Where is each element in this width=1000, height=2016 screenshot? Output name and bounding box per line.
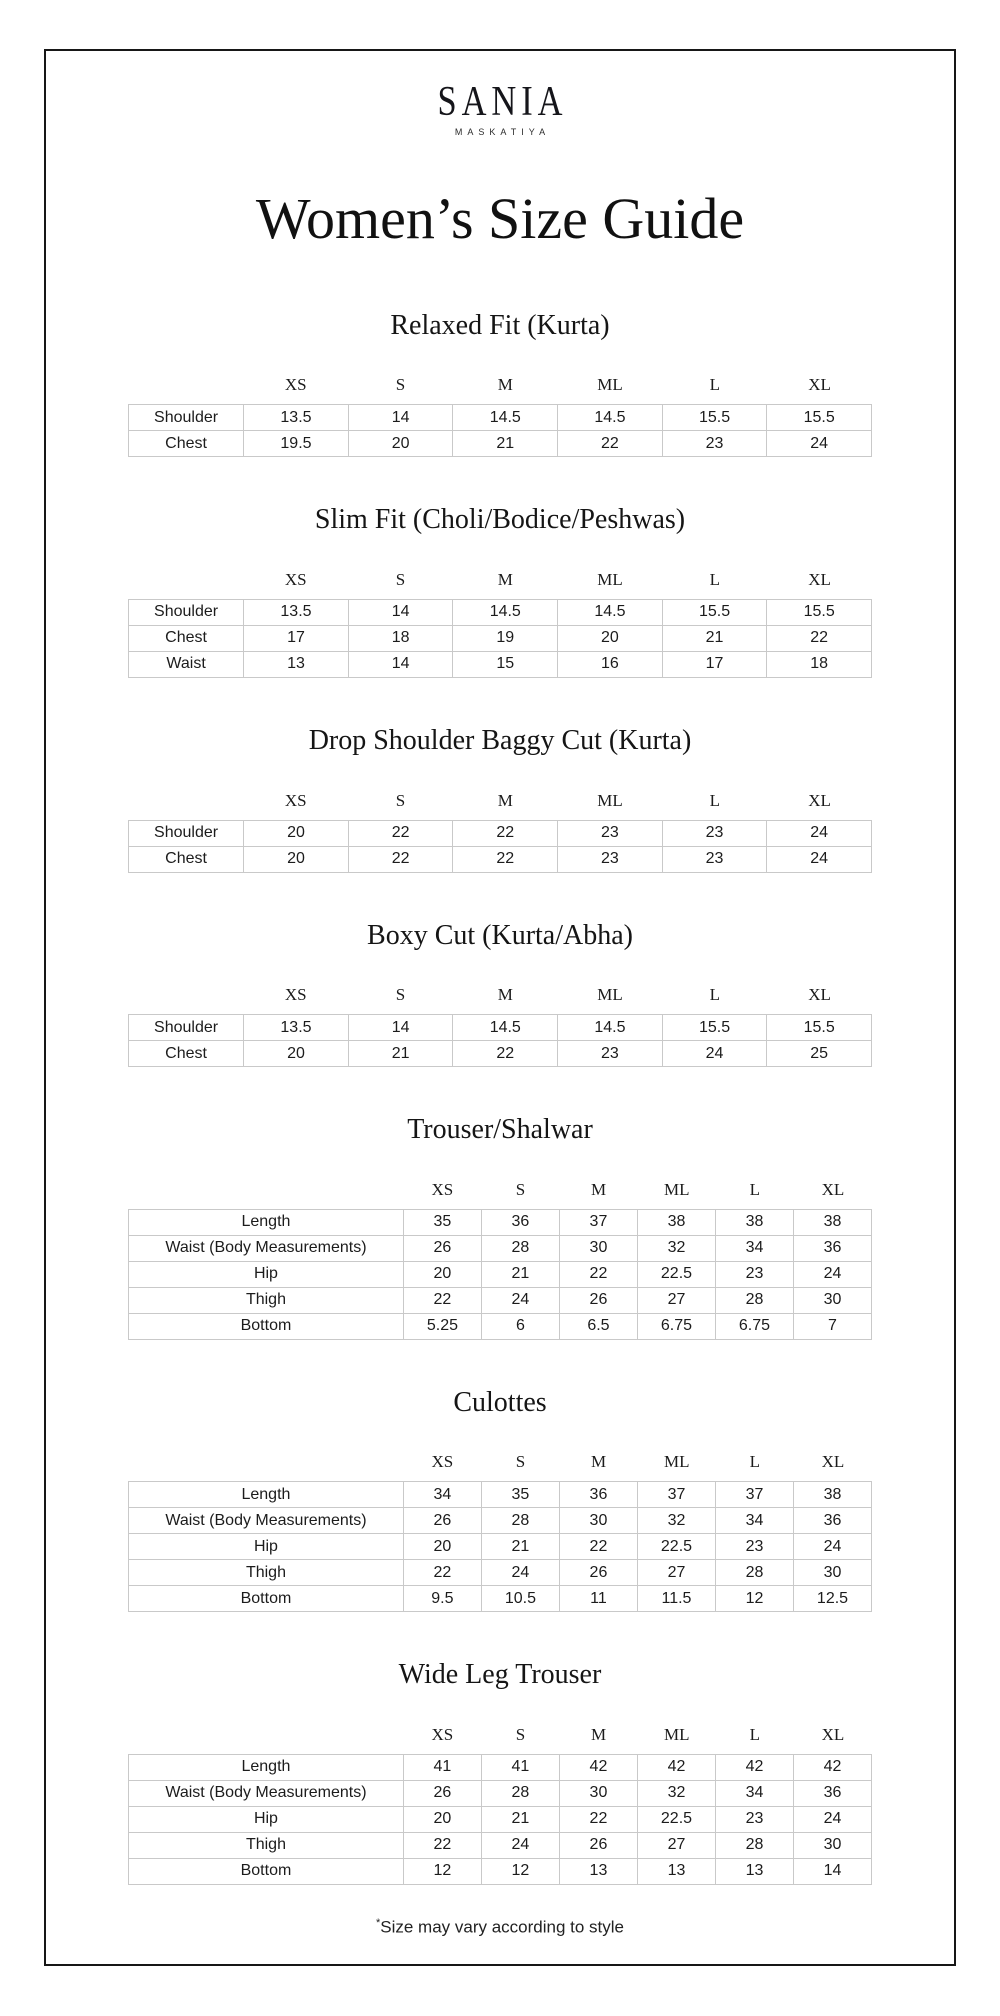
row-label: Hip — [129, 1261, 404, 1287]
row-label: Chest — [129, 625, 244, 651]
size-value-cell: 30 — [793, 1287, 871, 1313]
size-value-cell: 18 — [348, 625, 453, 651]
size-value-cell: 26 — [559, 1832, 637, 1858]
size-value-cell: 22 — [453, 846, 558, 872]
size-header-row — [128, 1180, 872, 1200]
size-table — [128, 820, 872, 873]
size-column-label: L — [709, 985, 721, 1005]
table-body — [129, 405, 872, 457]
size-header-row — [128, 375, 872, 395]
size-value-cell: 6 — [481, 1313, 559, 1339]
size-value-cell: 15.5 — [767, 599, 872, 625]
row-label: Waist (Body Measurements) — [129, 1235, 404, 1261]
size-value-cell: 23 — [715, 1806, 793, 1832]
size-value-cell: 22.5 — [637, 1534, 715, 1560]
size-table — [128, 1481, 872, 1612]
row-label: Waist — [129, 651, 244, 677]
size-header-spacer — [128, 985, 243, 1005]
table-row — [129, 1015, 872, 1041]
size-column-label: XL — [821, 1179, 845, 1199]
size-header-spacer — [128, 1452, 403, 1472]
size-column-label: XL — [808, 985, 831, 1005]
size-value-cell: 24 — [793, 1261, 871, 1287]
section-drop-shoulder-baggy-cut-kurta — [128, 724, 872, 873]
size-value-cell: 21 — [662, 625, 767, 651]
size-table — [128, 1014, 872, 1067]
table-row — [129, 405, 872, 431]
table-body — [129, 820, 872, 872]
size-value-cell: 12 — [481, 1858, 559, 1884]
size-column-label: XS — [284, 985, 307, 1005]
size-value-cell: 10.5 — [481, 1586, 559, 1612]
size-value-cell: 23 — [715, 1261, 793, 1287]
size-value-cell: 20 — [403, 1534, 481, 1560]
size-value-cell: 22 — [453, 1041, 558, 1067]
size-value-cell: 38 — [793, 1482, 871, 1508]
row-label: Bottom — [129, 1313, 404, 1339]
footnote — [46, 1917, 954, 1938]
section-boxy-cut-kurta-abha — [128, 919, 872, 1068]
size-value-cell: 7 — [793, 1313, 871, 1339]
size-value-cell: 24 — [662, 1041, 767, 1067]
size-value-cell: 36 — [481, 1209, 559, 1235]
size-header-spacer — [128, 1725, 403, 1745]
size-value-cell: 24 — [767, 846, 872, 872]
size-column-label: L — [749, 1724, 761, 1744]
size-value-cell: 11.5 — [637, 1586, 715, 1612]
table-body — [129, 1209, 872, 1339]
size-value-cell: 22 — [453, 820, 558, 846]
size-column-label: S — [515, 1179, 526, 1199]
size-value-cell: 14.5 — [558, 1015, 663, 1041]
table-row — [129, 1534, 872, 1560]
section-title: Slim Fit (Choli/Bodice/Peshwas) — [314, 504, 686, 536]
table-row — [129, 846, 872, 872]
brand-name: SANIA — [437, 79, 568, 125]
size-value-cell: 28 — [715, 1287, 793, 1313]
table-row — [129, 1235, 872, 1261]
size-value-cell: 22 — [767, 625, 872, 651]
size-column-label: XL — [808, 790, 831, 810]
size-value-cell: 27 — [637, 1287, 715, 1313]
row-label: Chest — [129, 1041, 244, 1067]
size-column-label: S — [395, 985, 406, 1005]
size-value-cell: 24 — [793, 1534, 871, 1560]
size-value-cell: 26 — [403, 1508, 481, 1534]
table-row — [129, 820, 872, 846]
size-value-cell: 32 — [637, 1508, 715, 1534]
size-column-label: XS — [431, 1452, 454, 1472]
size-value-cell: 14 — [348, 599, 453, 625]
footnote-text: Size may vary according to style — [380, 1917, 625, 1937]
row-label: Chest — [129, 846, 244, 872]
size-value-cell: 20 — [244, 820, 349, 846]
size-column-label: L — [749, 1452, 761, 1472]
size-value-cell: 23 — [715, 1534, 793, 1560]
size-column-label: M — [591, 1724, 607, 1744]
size-column-label: XS — [431, 1179, 454, 1199]
section-title: Culottes — [453, 1386, 547, 1418]
size-value-cell: 34 — [715, 1508, 793, 1534]
size-value-cell: 12.5 — [793, 1586, 871, 1612]
section-slim-fit-choli-bodice-peshwas — [128, 503, 872, 678]
size-value-cell: 21 — [481, 1261, 559, 1287]
size-value-cell: 36 — [559, 1482, 637, 1508]
size-column-label: M — [497, 985, 513, 1005]
brand-logo — [46, 81, 954, 137]
table-body — [129, 599, 872, 677]
size-value-cell: 18 — [767, 651, 872, 677]
size-value-cell: 15.5 — [662, 1015, 767, 1041]
size-value-cell: 22 — [558, 431, 663, 457]
size-value-cell: 6.75 — [637, 1313, 715, 1339]
size-value-cell: 30 — [559, 1508, 637, 1534]
size-header-spacer — [128, 570, 243, 590]
size-value-cell: 22 — [348, 820, 453, 846]
section-title: Relaxed Fit (Kurta) — [390, 309, 610, 341]
section-relaxed-fit-kurta — [128, 309, 872, 458]
size-column-label: L — [709, 790, 721, 810]
size-value-cell: 13 — [244, 651, 349, 677]
size-value-cell: 34 — [715, 1235, 793, 1261]
size-column-label: ML — [663, 1452, 690, 1472]
size-value-cell: 42 — [793, 1754, 871, 1780]
size-table — [128, 404, 872, 457]
table-row — [129, 431, 872, 457]
size-value-cell: 22 — [403, 1560, 481, 1586]
size-value-cell: 13.5 — [244, 599, 349, 625]
size-value-cell: 32 — [637, 1235, 715, 1261]
size-column-label: ML — [597, 790, 623, 810]
row-label: Shoulder — [129, 1015, 244, 1041]
size-value-cell: 9.5 — [403, 1586, 481, 1612]
size-value-cell: 41 — [481, 1754, 559, 1780]
table-row — [129, 1482, 872, 1508]
size-value-cell: 24 — [767, 431, 872, 457]
size-value-cell: 28 — [715, 1560, 793, 1586]
size-table — [128, 1754, 872, 1885]
size-value-cell: 22 — [403, 1832, 481, 1858]
size-value-cell: 13 — [715, 1858, 793, 1884]
size-value-cell: 32 — [637, 1780, 715, 1806]
size-value-cell: 38 — [637, 1209, 715, 1235]
size-table — [128, 1209, 872, 1340]
table-body — [129, 1482, 872, 1612]
size-column-label: ML — [597, 985, 623, 1005]
size-value-cell: 26 — [559, 1287, 637, 1313]
size-header-row — [128, 570, 872, 590]
size-value-cell: 13 — [559, 1858, 637, 1884]
table-row — [129, 1261, 872, 1287]
row-label: Thigh — [129, 1560, 404, 1586]
size-value-cell: 11 — [559, 1586, 637, 1612]
table-row — [129, 1508, 872, 1534]
size-value-cell: 24 — [481, 1287, 559, 1313]
size-value-cell: 24 — [767, 820, 872, 846]
table-body — [129, 1754, 872, 1884]
size-value-cell: 26 — [403, 1235, 481, 1261]
size-value-cell: 17 — [662, 651, 767, 677]
size-column-label: S — [395, 375, 406, 395]
size-value-cell: 41 — [403, 1754, 481, 1780]
size-value-cell: 22 — [559, 1534, 637, 1560]
size-column-label: S — [515, 1452, 526, 1472]
table-row — [129, 1287, 872, 1313]
size-column-label: S — [515, 1724, 526, 1744]
size-value-cell: 20 — [403, 1806, 481, 1832]
section-wide-leg-trouser — [128, 1658, 872, 1885]
size-value-cell: 14.5 — [558, 599, 663, 625]
size-value-cell: 22 — [559, 1806, 637, 1832]
table-row — [129, 1560, 872, 1586]
size-value-cell: 24 — [481, 1560, 559, 1586]
size-header-row — [128, 1452, 872, 1472]
size-value-cell: 27 — [637, 1560, 715, 1586]
footnote-marker: * — [375, 1916, 381, 1929]
size-header-row — [128, 791, 872, 811]
size-column-label: ML — [663, 1179, 690, 1199]
size-value-cell: 34 — [403, 1482, 481, 1508]
row-label: Shoulder — [129, 599, 244, 625]
row-label: Waist (Body Measurements) — [129, 1780, 404, 1806]
size-value-cell: 15 — [453, 651, 558, 677]
size-value-cell: 14.5 — [558, 405, 663, 431]
size-header-spacer — [128, 1180, 403, 1200]
size-value-cell: 30 — [793, 1560, 871, 1586]
page-border-frame — [44, 49, 956, 1966]
row-label: Bottom — [129, 1586, 404, 1612]
size-value-cell: 37 — [715, 1482, 793, 1508]
size-value-cell: 30 — [559, 1235, 637, 1261]
size-column-label: XS — [284, 375, 307, 395]
size-value-cell: 37 — [559, 1209, 637, 1235]
row-label: Thigh — [129, 1287, 404, 1313]
size-value-cell: 20 — [244, 1041, 349, 1067]
size-column-label: XL — [821, 1452, 845, 1472]
section-title: Drop Shoulder Baggy Cut (Kurta) — [308, 724, 692, 756]
size-column-label: S — [395, 569, 406, 589]
table-row — [129, 1858, 872, 1884]
size-value-cell: 15.5 — [767, 405, 872, 431]
size-value-cell: 13.5 — [244, 1015, 349, 1041]
size-value-cell: 21 — [481, 1806, 559, 1832]
page-title: Women’s Size Guide — [255, 186, 745, 251]
size-column-label: L — [749, 1179, 761, 1199]
table-row — [129, 1780, 872, 1806]
size-column-label: ML — [597, 569, 623, 589]
size-value-cell: 28 — [715, 1832, 793, 1858]
size-value-cell: 42 — [715, 1754, 793, 1780]
size-value-cell: 19.5 — [244, 431, 349, 457]
section-title: Trouser/Shalwar — [407, 1114, 593, 1146]
size-column-label: XS — [284, 569, 307, 589]
size-value-cell: 25 — [767, 1041, 872, 1067]
size-column-label: S — [395, 790, 406, 810]
size-value-cell: 20 — [558, 625, 663, 651]
size-value-cell: 26 — [559, 1560, 637, 1586]
size-header-spacer — [128, 375, 243, 395]
size-column-label: M — [591, 1452, 607, 1472]
brand-subname: MASKATIYA — [454, 127, 551, 137]
table-row — [129, 1586, 872, 1612]
size-column-label: M — [497, 790, 513, 810]
table-row — [129, 651, 872, 677]
row-label: Chest — [129, 431, 244, 457]
size-value-cell: 28 — [481, 1508, 559, 1534]
size-column-label: XS — [284, 790, 307, 810]
size-value-cell: 20 — [348, 431, 453, 457]
size-value-cell: 15.5 — [767, 1015, 872, 1041]
size-value-cell: 22 — [559, 1261, 637, 1287]
size-column-label: XL — [808, 375, 831, 395]
size-value-cell: 15.5 — [662, 599, 767, 625]
size-value-cell: 15.5 — [662, 405, 767, 431]
size-value-cell: 36 — [793, 1508, 871, 1534]
size-value-cell: 17 — [244, 625, 349, 651]
row-label: Length — [129, 1482, 404, 1508]
size-value-cell: 42 — [559, 1754, 637, 1780]
size-value-cell: 21 — [348, 1041, 453, 1067]
size-value-cell: 20 — [403, 1261, 481, 1287]
size-column-label: XL — [821, 1724, 845, 1744]
size-value-cell: 6.75 — [715, 1313, 793, 1339]
size-column-label: XS — [431, 1724, 454, 1744]
size-value-cell: 14 — [793, 1858, 871, 1884]
size-value-cell: 16 — [558, 651, 663, 677]
size-value-cell: 36 — [793, 1780, 871, 1806]
size-value-cell: 23 — [662, 846, 767, 872]
size-value-cell: 30 — [793, 1832, 871, 1858]
size-value-cell: 36 — [793, 1235, 871, 1261]
size-value-cell: 14.5 — [453, 405, 558, 431]
section-trouser-shalwar — [128, 1113, 872, 1340]
size-value-cell: 14.5 — [453, 599, 558, 625]
table-row — [129, 1806, 872, 1832]
size-value-cell: 14 — [348, 405, 453, 431]
section-title: Boxy Cut (Kurta/Abha) — [367, 919, 633, 951]
size-value-cell: 35 — [481, 1482, 559, 1508]
page-header — [46, 81, 954, 251]
size-value-cell: 21 — [481, 1534, 559, 1560]
size-value-cell: 23 — [662, 431, 767, 457]
size-value-cell: 13 — [637, 1858, 715, 1884]
row-label: Waist (Body Measurements) — [129, 1508, 404, 1534]
size-value-cell: 22 — [403, 1287, 481, 1313]
size-value-cell: 22 — [348, 846, 453, 872]
size-value-cell: 14.5 — [453, 1015, 558, 1041]
table-body — [129, 1015, 872, 1067]
table-row — [129, 1832, 872, 1858]
size-column-label: M — [497, 375, 513, 395]
size-value-cell: 26 — [403, 1780, 481, 1806]
table-row — [129, 599, 872, 625]
row-label: Length — [129, 1209, 404, 1235]
size-value-cell: 34 — [715, 1780, 793, 1806]
size-value-cell: 19 — [453, 625, 558, 651]
size-value-cell: 14 — [348, 1015, 453, 1041]
size-value-cell: 27 — [637, 1832, 715, 1858]
size-value-cell: 24 — [793, 1806, 871, 1832]
table-row — [129, 1041, 872, 1067]
size-value-cell: 28 — [481, 1235, 559, 1261]
row-label: Shoulder — [129, 405, 244, 431]
row-label: Hip — [129, 1534, 404, 1560]
size-column-label: M — [591, 1179, 607, 1199]
table-row — [129, 1209, 872, 1235]
size-value-cell: 20 — [244, 846, 349, 872]
size-value-cell: 12 — [715, 1586, 793, 1612]
size-value-cell: 24 — [481, 1832, 559, 1858]
size-value-cell: 21 — [453, 431, 558, 457]
size-column-label: ML — [597, 375, 623, 395]
size-value-cell: 28 — [481, 1780, 559, 1806]
size-value-cell: 23 — [558, 846, 663, 872]
size-value-cell: 13.5 — [244, 405, 349, 431]
size-value-cell: 42 — [637, 1754, 715, 1780]
section-title: Wide Leg Trouser — [398, 1659, 602, 1691]
size-value-cell: 14 — [348, 651, 453, 677]
row-label: Hip — [129, 1806, 404, 1832]
size-value-cell: 30 — [559, 1780, 637, 1806]
row-label: Bottom — [129, 1858, 404, 1884]
size-table — [128, 599, 872, 678]
size-column-label: L — [709, 375, 721, 395]
size-value-cell: 23 — [558, 1041, 663, 1067]
size-header-spacer — [128, 791, 243, 811]
size-value-cell: 6.5 — [559, 1313, 637, 1339]
size-value-cell: 35 — [403, 1209, 481, 1235]
table-row — [129, 625, 872, 651]
row-label: Length — [129, 1754, 404, 1780]
size-column-label: M — [497, 569, 513, 589]
size-column-label: XL — [808, 569, 831, 589]
size-value-cell: 12 — [403, 1858, 481, 1884]
size-column-label: ML — [663, 1724, 690, 1744]
size-value-cell: 22.5 — [637, 1261, 715, 1287]
row-label: Thigh — [129, 1832, 404, 1858]
size-value-cell: 5.25 — [403, 1313, 481, 1339]
size-value-cell: 38 — [715, 1209, 793, 1235]
row-label: Shoulder — [129, 820, 244, 846]
size-value-cell: 38 — [793, 1209, 871, 1235]
table-row — [129, 1754, 872, 1780]
size-value-cell: 22.5 — [637, 1806, 715, 1832]
size-tables-container — [46, 309, 954, 1885]
table-row — [129, 1313, 872, 1339]
size-value-cell: 37 — [637, 1482, 715, 1508]
size-value-cell: 23 — [662, 820, 767, 846]
size-header-row — [128, 1725, 872, 1745]
size-value-cell: 23 — [558, 820, 663, 846]
size-column-label: L — [709, 569, 721, 589]
size-header-row — [128, 985, 872, 1005]
section-culottes — [128, 1386, 872, 1613]
